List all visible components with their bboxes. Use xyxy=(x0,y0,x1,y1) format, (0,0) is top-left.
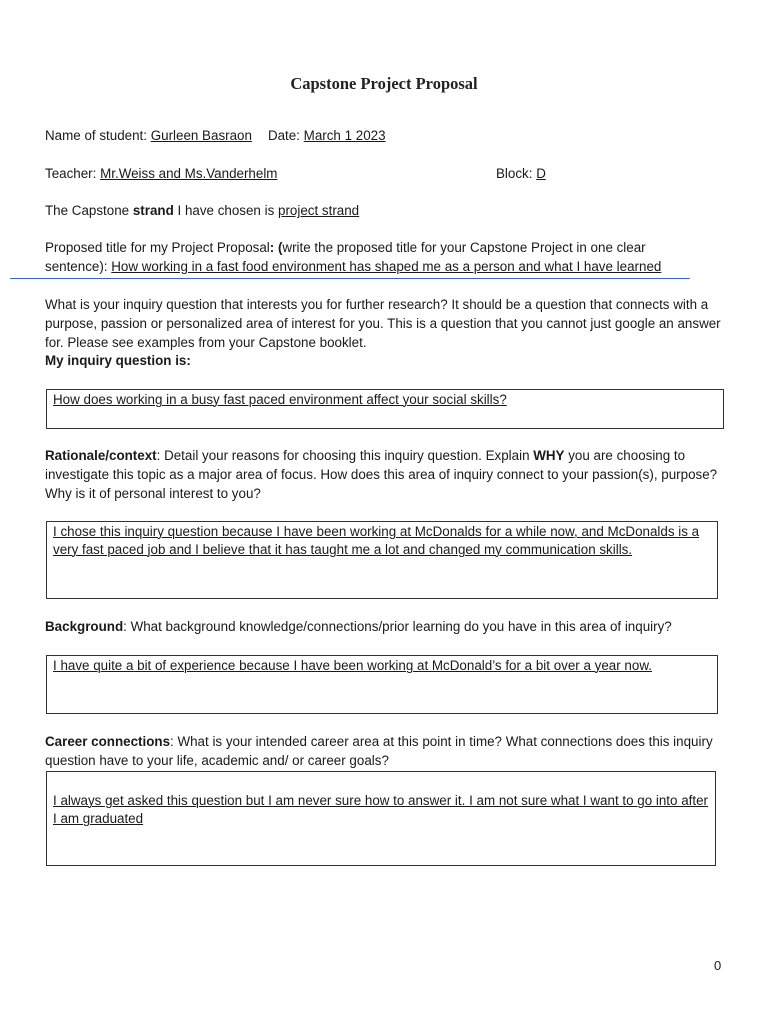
proposed-title-instructions-1: write the proposed title for your Capstone Project in one clear xyxy=(282,240,646,255)
background-answer-text: I have quite a bit of experience because I have been working at McDonald’s for a bit over a year now. xyxy=(53,658,652,673)
date-label: Date: xyxy=(267,128,304,143)
proposed-title-line-2 xyxy=(45,257,661,276)
student-name-label: Name of student: xyxy=(45,128,151,143)
background-label: Background xyxy=(45,619,124,634)
career-answer-box[interactable] xyxy=(46,771,716,866)
rationale-why: WHY xyxy=(533,448,565,463)
rationale-label: Rationale/context xyxy=(45,448,157,463)
inquiry-answer-text: How does working in a busy fast paced environment affect your social skills? xyxy=(53,392,507,407)
page-number: 0 xyxy=(714,958,722,973)
strand-line xyxy=(45,201,359,220)
inquiry-prompt: What is your inquiry question that interests you for further research? It should be a question that connects with a purpose, passion or personalized area of interest for you. This is a question that you cannot just google an answer for. Please see examples from your Capstone booklet. xyxy=(45,297,721,350)
background-prompt-text: : What background knowledge/connections/prior learning do you have in this area of inquiry? xyxy=(123,619,672,634)
strand-prefix: The Capstone xyxy=(45,203,133,218)
career-prompt xyxy=(45,732,725,770)
rationale-prompt-1: : Detail your reasons for choosing this inquiry question. Explain xyxy=(156,448,534,463)
strand-bold: strand xyxy=(132,203,174,218)
student-line xyxy=(45,126,386,145)
strand-middle: I have chosen is xyxy=(173,203,278,218)
inquiry-label: My inquiry question is: xyxy=(45,353,191,368)
background-prompt xyxy=(45,617,672,636)
inquiry-answer-box[interactable] xyxy=(46,389,724,429)
block-label: Block: xyxy=(496,166,537,181)
strand-value: project strand xyxy=(278,203,360,218)
proposed-title-instructions-2: sentence): xyxy=(45,259,112,274)
background-answer-box[interactable] xyxy=(46,655,718,714)
rationale-prompt xyxy=(45,446,725,503)
proposed-title-value: How working in a fast food environment has shaped me as a person and what I have learned xyxy=(111,259,662,274)
career-label: Career connections xyxy=(45,734,171,749)
teacher-label: Teacher: xyxy=(45,166,101,181)
document-title: Capstone Project Proposal xyxy=(290,74,478,93)
proposed-title-prefix: Proposed title for my Project Proposal xyxy=(45,240,270,255)
proposed-title-line-1 xyxy=(45,238,646,257)
rationale-answer-box[interactable] xyxy=(46,521,718,599)
blue-divider-line xyxy=(10,278,690,279)
student-name-value: Gurleen Basraon xyxy=(150,128,252,143)
proposed-title-bold: : ( xyxy=(269,240,283,255)
career-prompt-text: : What is your intended career area at this point in time? What connections does this inquiry question have to your life, academic and/ or career goals? xyxy=(45,734,713,768)
rationale-prompt-2: you are choosing to investigate this topic as a major area of focus. How does this area of inquiry connect to your passion(s), purpose? Why is it of personal interest to you? xyxy=(45,448,718,501)
career-answer-text: I always get asked this question but I am never sure how to answer it. I am not sure what I want to go into after I am graduated xyxy=(53,793,708,826)
block-value: D xyxy=(536,166,546,181)
rationale-answer-text: I chose this inquiry question because I have been working at McDonalds for a while now, and McDonalds is a very fast paced job and I believe that it has taught me a lot and changed my communication skills. xyxy=(53,524,700,557)
block-line xyxy=(496,164,546,183)
teacher-line xyxy=(45,164,277,183)
date-value: March 1 2023 xyxy=(303,128,386,143)
teacher-value: Mr.Weiss and Ms.Vanderhelm xyxy=(100,166,278,181)
